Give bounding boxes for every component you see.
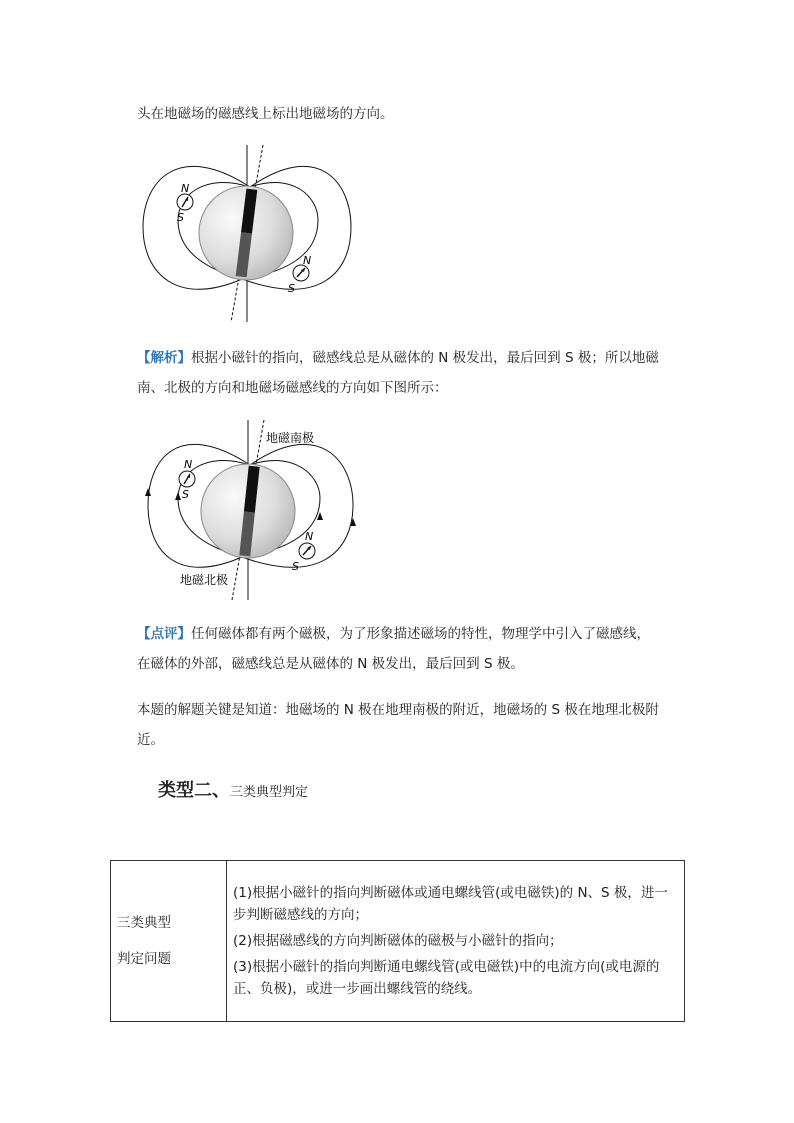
compass-bottom-n: N — [303, 254, 312, 267]
compass-top — [177, 182, 193, 224]
intro-text: 头在地磁场的磁感线上标出地磁场的方向。 — [137, 106, 394, 122]
analysis-line-1 — [137, 348, 659, 368]
table-item-1: (1)根据小磁针的指向判断磁体或通电螺线管(或电磁铁)的 N、S 极，进一步判断磁感线的方向； — [233, 885, 668, 923]
comment-tag: 【点评】 — [137, 626, 191, 642]
analysis-line-2: 南、北极的方向和地磁场磁感线的方向如下图所示： — [137, 380, 448, 396]
compass-top-s: S — [177, 211, 184, 224]
judgement-table — [110, 860, 685, 1022]
comment-text-1: 任何磁体都有两个磁极，为了形象描述磁场的特性，物理学中引入了磁感线， — [191, 626, 650, 642]
label-geomagnetic-south: 地磁南极 — [266, 431, 315, 445]
section-heading-main: 类型二、 — [158, 780, 230, 801]
table-row — [111, 861, 685, 1022]
compass-bottom-s: S — [288, 282, 295, 295]
table-left-line-2: 判定问题 — [117, 951, 171, 967]
compass-bottom-2-n: N — [305, 530, 314, 543]
compass-top-2-n: N — [184, 458, 193, 471]
section-heading-sub: 三类典型判定 — [230, 785, 309, 800]
compass-top-n: N — [181, 182, 190, 195]
analysis-tag: 【解析】 — [137, 350, 191, 366]
figure-earth-magnet-2 — [138, 420, 368, 602]
table-left-line-1: 三类典型 — [117, 915, 171, 931]
figure-earth-magnet-1 — [138, 142, 358, 326]
comment-line-2: 在磁体的外部，磁感线总是从磁体的 N 极发出，最后回到 S 极。 — [137, 656, 524, 672]
section-heading — [158, 776, 308, 802]
table-left-cell — [111, 861, 227, 1022]
key-point-line-2: 近。 — [137, 732, 164, 748]
compass-bottom-2-s: S — [292, 560, 299, 573]
comment-line-1 — [137, 624, 650, 644]
table-item-2: (2)根据磁感线的方向判断磁体的磁极与小磁针的指向； — [233, 933, 563, 949]
analysis-text-1: 根据小磁针的指向，磁感线总是从磁体的 N 极发出，最后回到 S 极；所以地磁 — [191, 350, 659, 366]
key-point-line-1: 本题的解题关键是知道：地磁场的 N 极在地理南极的附近，地磁场的 S 极在地理北极附 — [137, 702, 659, 718]
compass-top-2-s: S — [182, 488, 189, 501]
compass-top-2 — [179, 458, 195, 501]
table-item-3: (3)根据小磁针的指向判断通电螺线管(或电磁铁)中的电流方向(或电源的正、负极)，或进一步画出螺线管的绕线。 — [233, 959, 660, 997]
label-geomagnetic-north: 地磁北极 — [180, 573, 229, 587]
table-right-cell — [227, 861, 685, 1022]
